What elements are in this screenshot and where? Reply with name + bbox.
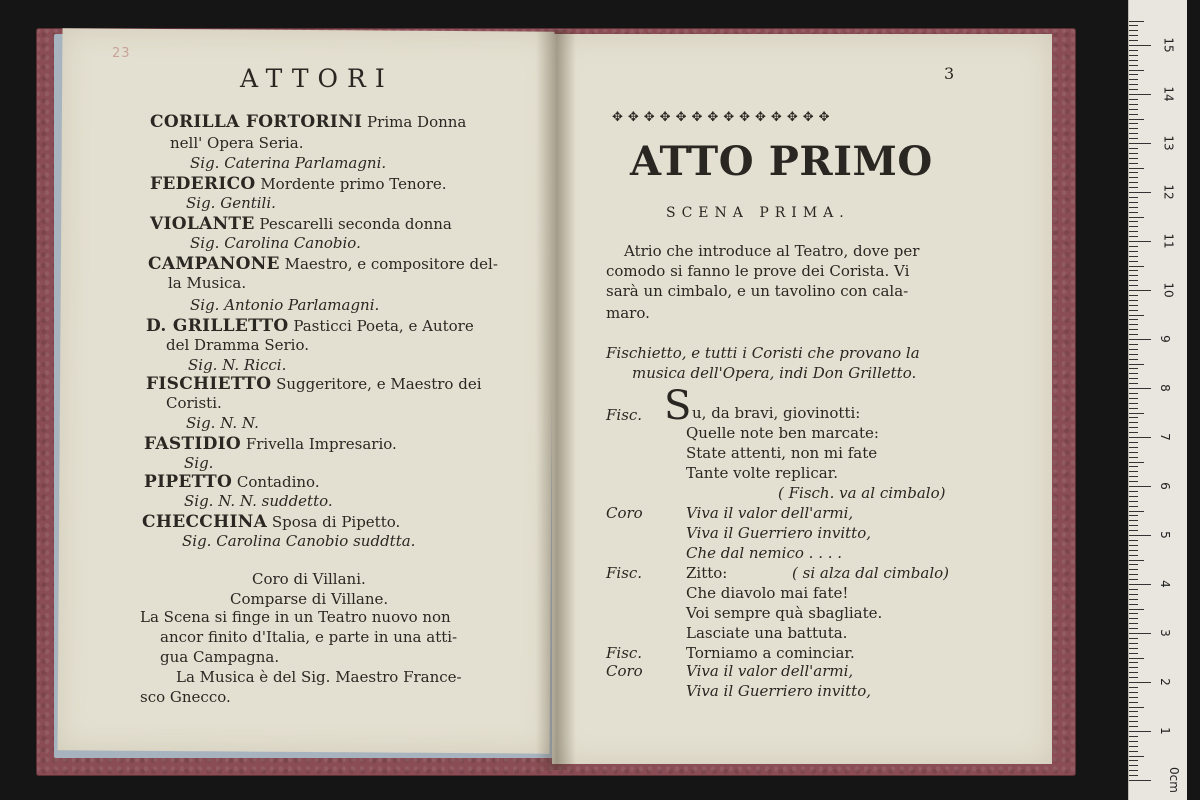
cast-line-text: Coro di Villani. xyxy=(252,570,366,588)
libretto-line: Viva il valor dell'armi, xyxy=(686,504,854,522)
ruler-tick xyxy=(1129,672,1138,673)
ruler-tick xyxy=(1129,241,1151,242)
cast-line xyxy=(230,592,388,607)
ruler-tick xyxy=(1129,667,1138,668)
libretto-line: Che dal nemico . . . . xyxy=(686,544,843,562)
libretto-line: Fisc. xyxy=(606,644,643,662)
ruler-tick xyxy=(1129,40,1138,41)
ruler-tick xyxy=(1129,486,1151,487)
ruler-tick xyxy=(1129,462,1144,463)
ruler-tick xyxy=(1129,741,1138,742)
ruler-tick xyxy=(1129,65,1138,66)
ruler-label: 14 xyxy=(1161,86,1176,102)
ruler-tick xyxy=(1129,579,1138,580)
ruler-tick xyxy=(1129,545,1138,546)
cast-line xyxy=(160,650,279,665)
ruler-tick xyxy=(1129,540,1138,541)
cast-line-text: Mordente primo Tenore. xyxy=(255,175,447,193)
ruler-tick xyxy=(1129,305,1138,306)
ruler-tick xyxy=(1129,702,1138,703)
ruler-tick xyxy=(1129,94,1151,95)
ruler-tick xyxy=(1129,716,1138,717)
ruler-tick xyxy=(1129,560,1144,561)
cast-line-text: La Scena si finge in un Teatro nuovo non xyxy=(140,608,451,626)
drop-cap: S xyxy=(664,383,692,429)
scene-title: SCENA PRIMA. xyxy=(666,205,850,221)
ruler-tick xyxy=(1129,594,1138,595)
ruler-tick xyxy=(1129,707,1144,708)
cast-line-text: Sig. xyxy=(184,454,214,472)
ruler-tick xyxy=(1129,746,1138,747)
libretto-line: Coro xyxy=(606,504,643,522)
ruler-tick xyxy=(1129,285,1138,286)
ruler-tick xyxy=(1129,413,1144,414)
ruler-tick xyxy=(1129,736,1138,737)
ruler-tick xyxy=(1129,457,1138,458)
cast-line-text: Coristi. xyxy=(166,394,222,412)
ornament-border: ✥✥✥✥✥✥✥✥✥✥✥✥✥✥ xyxy=(612,110,835,125)
ruler-tick xyxy=(1129,177,1138,178)
ruler-tick xyxy=(1129,530,1138,531)
ruler-tick xyxy=(1129,172,1138,173)
ruler-tick xyxy=(1129,50,1138,51)
libretto-line: Fisc. xyxy=(606,406,643,424)
libretto-line: u, da bravi, giovinotti: xyxy=(692,404,861,422)
ruler-tick xyxy=(1129,628,1138,629)
ruler-tick xyxy=(1129,697,1138,698)
cast-line xyxy=(146,318,474,335)
ruler-tick xyxy=(1129,280,1138,281)
ruler-tick xyxy=(1129,226,1138,227)
cast-line xyxy=(142,514,400,531)
cast-line-text: Maestro, e compositore del- xyxy=(279,255,498,273)
ruler-tick xyxy=(1129,315,1144,316)
character-name: PIPETTO xyxy=(144,472,233,492)
ruler-tick xyxy=(1129,334,1138,335)
cast-line-text: Sig. Gentili. xyxy=(186,194,276,212)
character-name: D. GRILLETTO xyxy=(146,316,289,336)
ruler-tick xyxy=(1129,359,1138,360)
ruler-tick xyxy=(1129,329,1138,330)
ruler-tick xyxy=(1129,217,1144,218)
ruler-tick xyxy=(1129,119,1144,120)
ruler-tick xyxy=(1129,550,1138,551)
cast-line xyxy=(190,236,361,251)
cast-line xyxy=(170,136,304,151)
ruler-label: 8 xyxy=(1157,384,1172,392)
ruler-tick xyxy=(1129,128,1138,129)
ruler-tick xyxy=(1129,74,1138,75)
ruler-tick xyxy=(1129,535,1151,536)
ruler-tick xyxy=(1129,236,1138,237)
libretto-line: maro. xyxy=(606,304,650,322)
ruler-tick xyxy=(1129,501,1138,502)
ruler-tick xyxy=(1129,422,1138,423)
ruler-tick xyxy=(1129,770,1138,771)
ruler-tick xyxy=(1129,364,1144,365)
ruler-tick xyxy=(1129,344,1138,345)
ruler-tick xyxy=(1129,731,1151,732)
ruler-tick xyxy=(1129,765,1138,766)
cast-line-text: Suggeritore, e Maestro dei xyxy=(271,375,482,393)
ruler-tick xyxy=(1129,403,1138,404)
ruler-tick xyxy=(1129,221,1138,222)
libretto-line: musica dell'Opera, indi Don Grilletto. xyxy=(632,364,917,382)
ruler-tick xyxy=(1129,574,1138,575)
ruler-tick xyxy=(1129,476,1138,477)
cast-line xyxy=(144,436,397,453)
ruler-tick xyxy=(1129,324,1138,325)
ruler-tick xyxy=(1129,378,1138,379)
cast-line xyxy=(160,630,457,645)
cast-line xyxy=(176,670,462,685)
ruler-tick xyxy=(1129,182,1138,183)
ruler-tick xyxy=(1129,756,1144,757)
libretto-line: Voi sempre quà sbagliate. xyxy=(686,604,883,622)
libretto-line: Quelle note ben marcate: xyxy=(686,424,879,442)
ruler-tick xyxy=(1129,398,1138,399)
ruler-tick xyxy=(1129,148,1138,149)
ruler-tick xyxy=(1129,687,1138,688)
ruler-tick xyxy=(1129,481,1138,482)
ruler-tick xyxy=(1129,653,1138,654)
ruler-label: 1 xyxy=(1157,727,1172,735)
ruler-label: 6 xyxy=(1157,482,1172,490)
cast-line-text: Sig. Carolina Canobio. xyxy=(190,234,361,252)
ruler-tick xyxy=(1129,197,1138,198)
cast-line-text: Pescarelli seconda donna xyxy=(254,215,452,233)
ruler-tick xyxy=(1129,231,1138,232)
ruler-tick xyxy=(1129,123,1138,124)
cast-line-text: gua Campagna. xyxy=(160,648,280,666)
ruler-tick xyxy=(1129,133,1138,134)
ruler-tick xyxy=(1129,187,1138,188)
cast-line-text: nell' Opera Seria. xyxy=(170,134,304,152)
ruler-tick xyxy=(1129,246,1138,247)
cast-line xyxy=(148,256,498,273)
measuring-ruler xyxy=(1128,0,1187,800)
libretto-line: Fisc. xyxy=(606,564,643,582)
ruler-tick xyxy=(1129,202,1138,203)
ruler-tick xyxy=(1129,99,1138,100)
ruler-tick xyxy=(1129,633,1151,634)
cast-line-text: Contadino. xyxy=(232,473,320,491)
corner-stamp: 23 xyxy=(112,46,131,61)
character-name: VIOLANTE xyxy=(150,214,255,234)
ruler-label: 7 xyxy=(1157,433,1172,441)
libretto-line: Coro xyxy=(606,662,643,680)
ruler-tick xyxy=(1129,447,1138,448)
cast-line-text: Sig. N. N. suddetto. xyxy=(184,492,333,510)
ruler-tick xyxy=(1129,417,1138,418)
ruler-tick xyxy=(1129,726,1138,727)
act-title: ATTO PRIMO xyxy=(630,138,933,185)
ruler-tick xyxy=(1129,618,1138,619)
ruler-tick xyxy=(1129,310,1138,311)
cast-line-text: la Musica. xyxy=(168,274,247,292)
ruler-tick xyxy=(1129,682,1151,683)
cast-line xyxy=(252,572,366,587)
cast-line-text: Sposa di Pipetto. xyxy=(267,513,401,531)
ruler-tick xyxy=(1129,261,1138,262)
ruler-tick xyxy=(1129,452,1138,453)
ruler-tick xyxy=(1129,266,1144,267)
cast-heading: ATTORI xyxy=(240,64,394,93)
ruler-tick xyxy=(1129,692,1138,693)
libretto-line: Viva il Guerriero invitto, xyxy=(686,682,872,700)
ruler-tick xyxy=(1129,613,1138,614)
cast-line xyxy=(184,456,213,471)
cast-line xyxy=(168,276,246,291)
ruler-label: 4 xyxy=(1157,580,1172,588)
ruler-tick xyxy=(1129,408,1138,409)
ruler-tick xyxy=(1129,506,1138,507)
ruler-tick xyxy=(1129,143,1151,144)
ruler-tick xyxy=(1129,393,1138,394)
ruler-tick xyxy=(1129,70,1144,71)
ruler-tick xyxy=(1129,638,1138,639)
libretto-line: sarà un cimbalo, e un tavolino con cala- xyxy=(606,282,909,300)
ruler-tick xyxy=(1129,55,1138,56)
cast-line xyxy=(166,338,309,353)
cast-line xyxy=(144,474,320,491)
ruler-tick xyxy=(1129,721,1138,722)
ruler-tick xyxy=(1129,525,1138,526)
ruler-tick xyxy=(1129,584,1151,585)
ruler-tick xyxy=(1129,373,1138,374)
ruler-label: 15 xyxy=(1161,37,1176,53)
ruler-tick xyxy=(1129,589,1138,590)
ruler-tick xyxy=(1129,604,1138,605)
ruler-tick xyxy=(1129,520,1138,521)
ruler-tick xyxy=(1129,760,1138,761)
ruler-tick xyxy=(1129,491,1138,492)
ruler-tick xyxy=(1129,256,1138,257)
libretto-line: ( Fisch. va al cimbalo) xyxy=(778,484,946,502)
libretto-line: Lasciate una battuta. xyxy=(686,624,848,642)
ruler-tick xyxy=(1129,471,1138,472)
ruler-tick xyxy=(1129,319,1138,320)
character-name: CHECCHINA xyxy=(142,512,268,532)
ruler-tick xyxy=(1129,300,1138,301)
cast-line xyxy=(188,358,286,373)
ruler-label: 13 xyxy=(1161,135,1176,151)
ruler-label: 12 xyxy=(1161,184,1176,200)
character-name: FISCHIETTO xyxy=(146,374,272,394)
ruler-tick xyxy=(1129,368,1138,369)
ruler-tick xyxy=(1129,30,1138,31)
ruler-tick xyxy=(1129,163,1138,164)
ruler-tick xyxy=(1129,658,1144,659)
ruler-tick xyxy=(1129,158,1138,159)
ruler-tick xyxy=(1129,466,1138,467)
ruler-tick xyxy=(1129,84,1138,85)
libretto-line: Atrio che introduce al Teatro, dove per xyxy=(624,242,920,260)
ruler-tick xyxy=(1129,609,1144,610)
libretto-line: Zitto: xyxy=(686,564,728,582)
libretto-line: State attenti, non mi fate xyxy=(686,444,878,462)
cast-line-text: La Musica è del Sig. Maestro France- xyxy=(176,668,462,686)
ruler-tick xyxy=(1129,648,1138,649)
cast-line xyxy=(150,176,447,193)
ruler-tick xyxy=(1129,623,1138,624)
cast-line xyxy=(182,534,415,549)
ruler-label: 2 xyxy=(1157,678,1172,686)
ruler-tick xyxy=(1129,662,1138,663)
libretto-line: Fischietto, e tutti i Coristi che provano la xyxy=(606,344,920,362)
libretto-line: ( si alza dal cimbalo) xyxy=(792,564,949,582)
ruler-tick xyxy=(1129,153,1138,154)
ruler-tick xyxy=(1129,711,1138,712)
libretto-line: Che diavolo mai fate! xyxy=(686,584,849,602)
cast-line-text: Frivella Impresario. xyxy=(241,435,397,453)
character-name: CORILLA FORTORINI xyxy=(150,112,363,132)
cast-line xyxy=(150,114,466,131)
ruler-tick xyxy=(1129,168,1144,169)
cast-line-text: Comparse di Villane. xyxy=(230,590,389,608)
ruler-tick xyxy=(1129,270,1138,271)
ruler-tick xyxy=(1129,114,1138,115)
ruler-tick xyxy=(1129,427,1138,428)
ruler-tick xyxy=(1129,212,1138,213)
ruler-label: 9 xyxy=(1157,335,1172,343)
ruler-tick xyxy=(1129,437,1151,438)
cast-line xyxy=(150,216,452,233)
ruler-tick xyxy=(1129,60,1138,61)
ruler-tick xyxy=(1129,21,1144,22)
ruler-tick xyxy=(1129,25,1138,26)
ruler-tick xyxy=(1129,515,1138,516)
cast-line-text: Sig. Carolina Canobio suddtta. xyxy=(182,532,416,550)
ruler-tick xyxy=(1129,775,1138,776)
ruler-tick xyxy=(1129,383,1138,384)
ruler-tick xyxy=(1129,207,1138,208)
libretto-line: Viva il valor dell'armi, xyxy=(686,662,854,680)
ruler-tick xyxy=(1129,780,1151,781)
ruler-label: 3 xyxy=(1157,629,1172,637)
cast-line-text: Sig. N. N. xyxy=(186,414,259,432)
ruler-tick xyxy=(1129,496,1138,497)
ruler-label: 5 xyxy=(1157,531,1172,539)
character-name: FASTIDIO xyxy=(144,434,242,454)
cast-line-text: del Dramma Serio. xyxy=(166,336,309,354)
ruler-tick xyxy=(1129,45,1151,46)
cast-line xyxy=(190,156,386,171)
ruler-tick xyxy=(1129,555,1138,556)
ruler-tick xyxy=(1129,104,1138,105)
ruler-tick xyxy=(1129,354,1138,355)
ruler-tick xyxy=(1129,290,1151,291)
libretto-line: comodo si fanno le prove dei Corista. Vi xyxy=(606,262,910,280)
ruler-tick xyxy=(1129,251,1138,252)
ruler-tick xyxy=(1129,192,1151,193)
cast-line xyxy=(184,494,333,509)
cast-line-text: Sig. Caterina Parlamagni. xyxy=(190,154,387,172)
cast-line-text: Sig. Antonio Parlamagni. xyxy=(190,296,380,314)
ruler-tick xyxy=(1129,751,1138,752)
ruler-tick xyxy=(1129,388,1151,389)
cast-line-text: ancor finito d'Italia, e parte in una atti- xyxy=(160,628,458,646)
ruler-label: 11 xyxy=(1161,233,1176,249)
ruler-tick xyxy=(1129,511,1144,512)
ruler-tick xyxy=(1129,442,1138,443)
cast-line xyxy=(166,396,222,411)
cast-line xyxy=(186,416,259,431)
ruler-tick xyxy=(1129,599,1138,600)
libretto-line: Torniamo a cominciar. xyxy=(686,644,855,662)
character-name: FEDERICO xyxy=(150,174,256,194)
ruler-tick xyxy=(1129,643,1138,644)
ruler-label: 0cm xyxy=(1166,767,1181,793)
ruler-tick xyxy=(1129,564,1138,565)
ruler-tick xyxy=(1129,569,1138,570)
libretto-line: Viva il Guerriero invitto, xyxy=(686,524,872,542)
ruler-tick xyxy=(1129,35,1138,36)
ruler-tick xyxy=(1129,339,1151,340)
cast-line-text: sco Gnecco. xyxy=(140,688,231,706)
cast-line xyxy=(140,690,231,705)
page-number: 3 xyxy=(944,64,955,83)
ruler-tick xyxy=(1129,89,1138,90)
cast-line xyxy=(146,376,482,393)
ruler-tick xyxy=(1129,79,1138,80)
ruler-tick xyxy=(1129,432,1138,433)
cast-line-text: Pasticci Poeta, e Autore xyxy=(288,317,474,335)
cast-line xyxy=(140,610,451,625)
ruler-tick xyxy=(1129,677,1138,678)
libretto-line: Tante volte replicar. xyxy=(686,464,838,482)
ruler-tick xyxy=(1129,295,1138,296)
ruler-tick xyxy=(1129,138,1138,139)
character-name: CAMPANONE xyxy=(148,254,280,274)
ruler-tick xyxy=(1129,349,1138,350)
ruler-tick xyxy=(1129,275,1138,276)
cast-line-text: Prima Donna xyxy=(362,113,467,131)
cast-line-text: Sig. N. Ricci. xyxy=(188,356,287,374)
cast-line xyxy=(190,298,379,313)
ruler-tick xyxy=(1129,109,1138,110)
cast-line xyxy=(186,196,276,211)
ruler-label: 10 xyxy=(1161,282,1176,298)
